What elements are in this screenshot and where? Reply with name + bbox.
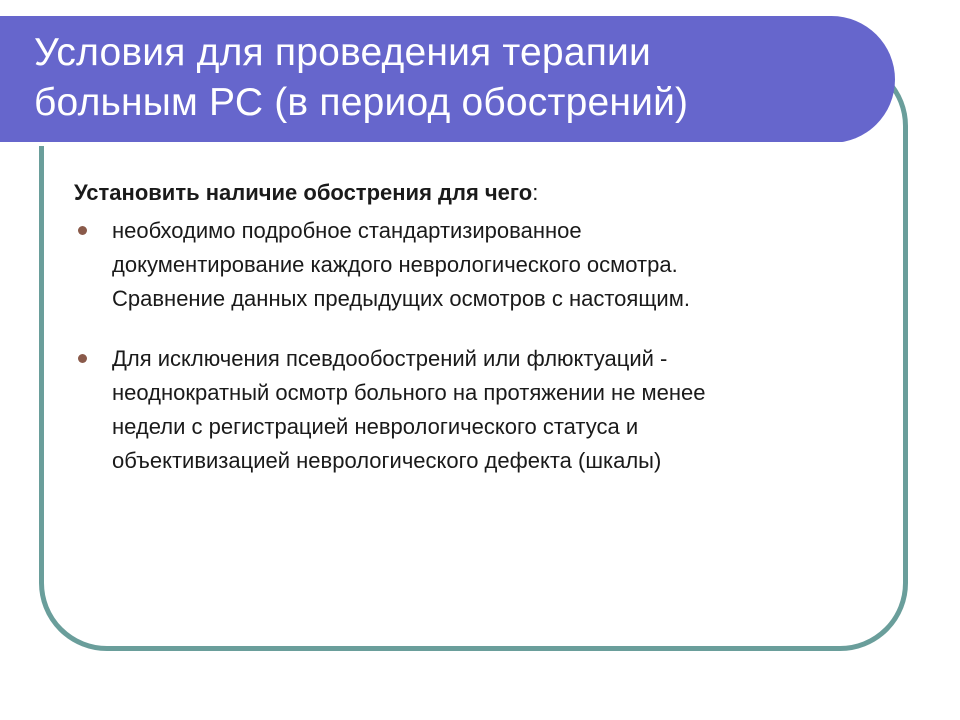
lead-bold-text: Установить наличие обострения для чего [74, 180, 533, 205]
lead-tail-text: : [532, 180, 539, 205]
slide-body [74, 176, 864, 504]
title-underline [0, 142, 847, 146]
lead-paragraph [74, 176, 864, 210]
slide-title-line-2: больным РС (в период обострений) [34, 81, 689, 124]
bullet-item-2 [74, 342, 864, 478]
bullet-dot-icon [78, 354, 87, 363]
bullet-dot-icon [78, 226, 87, 235]
bullet-2-line-1: Для исключения псевдообострений или флюктуаций - [112, 346, 668, 371]
bullet-2-line-4: объективизацией неврологического дефекта (шкалы) [112, 448, 662, 473]
bullet-item-1 [74, 214, 864, 316]
slide-title-line-1: Условия для проведения терапии [34, 31, 651, 74]
bullet-1-line-2: документирование каждого неврологического осмотра. [112, 252, 678, 277]
bullet-2-line-2: неоднократный осмотр больного на протяжении не менее [112, 380, 706, 405]
title-banner [0, 16, 895, 143]
bullet-2-line-3: недели с регистрацией неврологического статуса и [112, 414, 639, 439]
bullet-1-line-3: Сравнение данных предыдущих осмотров с настоящим. [112, 286, 690, 311]
bullet-1-line-1: необходимо подробное стандартизированное [112, 218, 582, 243]
